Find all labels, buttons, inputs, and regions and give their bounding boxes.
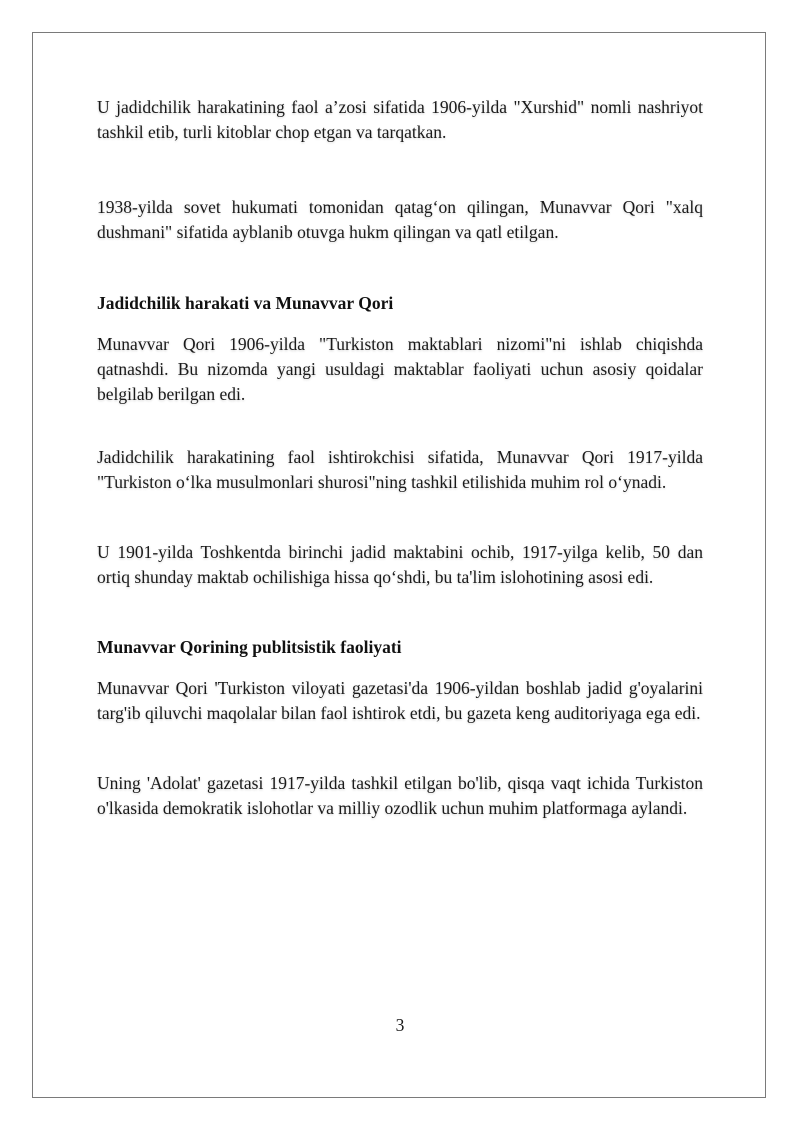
paragraph-school-regulations: Munavvar Qori 1906-yilda "Turkiston maktablari nizomi"ni ishlab chiqishda qatnashdi. Bu nizomda yangi usuldagi maktablar faoliyati uchun asosiy qoidalar belgilab berilgan edi. <box>97 334 703 404</box>
page-number: 3 <box>395 1015 405 1035</box>
paragraph-muslim-council: Jadidchilik harakatining faol ishtirokchisi sifatida, Munavvar Qori 1917-yilda "Turkiston o‘lka musulmonlari shurosi"ning tashkil etilishida muhim rol o‘ynadi. <box>97 447 703 492</box>
paragraph-turkiston-newspaper: Munavvar Qori 'Turkiston viloyati gazetasi'da 1906-yildan boshlab jadid g'oyalarini targ'ib qiluvchi maqolalar bilan faol ishtirok etdi, bu gazeta keng auditoriyaga ega edi. <box>97 678 703 723</box>
section-heading-journalism: Munavvar Qorining publitsistik faoliyati <box>97 637 402 657</box>
page-content <box>97 95 703 821</box>
paragraph-xurshid-publishing: U jadidchilik harakatining faol a’zosi sifatida 1906-yilda "Xurshid" nomli nashriyot tashkil etib, turli kitoblar chop etgan va tarqatkan. <box>97 97 703 142</box>
paragraph-first-jadid-school: U 1901-yilda Toshkentda birinchi jadid maktabini ochib, 1917-yilga kelib, 50 dan ortiq shunday maktab ochilishiga hissa qo‘shdi, bu ta'lim islohotining asosi edi. <box>97 542 703 587</box>
paragraph-repression-1938: 1938-yilda sovet hukumati tomonidan qatag‘on qilingan, Munavvar Qori "xalq dushmani" sifatida ayblanib otuvga hukm qilingan va qatl etilgan. <box>97 197 703 242</box>
paragraph-adolat-newspaper: Uning 'Adolat' gazetasi 1917-yilda tashkil etilgan bo'lib, qisqa vaqt ichida Turkiston o'lkasida demokratik islohotlar va milliy ozodlik uchun muhim platformaga aylandi. <box>97 773 703 818</box>
section-heading-jadidism: Jadidchilik harakati va Munavvar Qori <box>97 293 394 313</box>
